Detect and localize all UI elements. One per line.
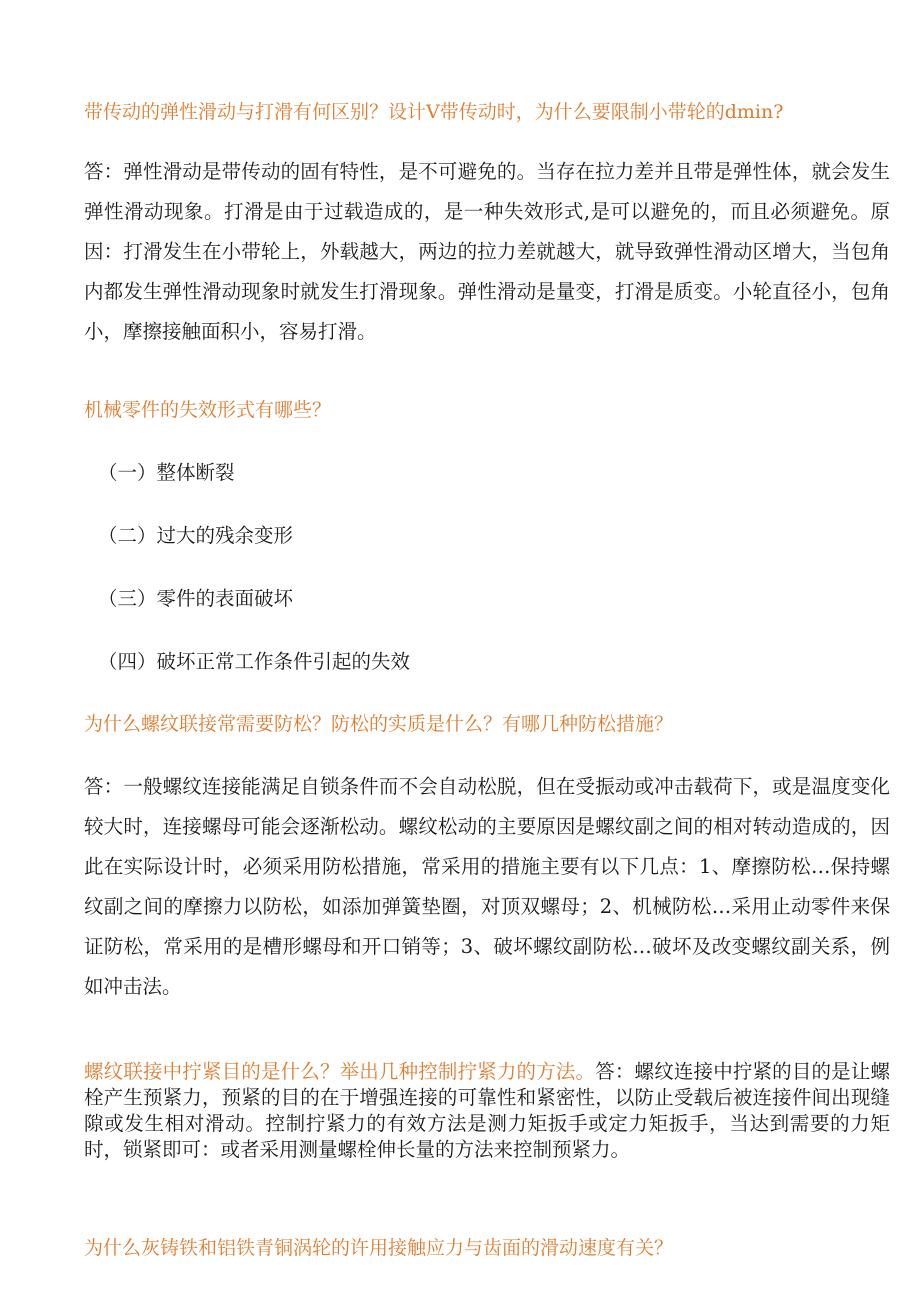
paragraph-tightening	[84, 1059, 890, 1163]
question-worm-gear: 为什么灰铸铁和铝铁青铜涡轮的许用接触应力与齿面的滑动速度有关？	[84, 1237, 674, 1259]
question-thread-locking: 为什么螺纹联接常需要防松？防松的实质是什么？有哪几种防松措施？	[84, 713, 674, 735]
list-item: （三）零件的表面破坏	[98, 587, 294, 610]
list-item: （一）整体断裂	[98, 461, 235, 484]
question-tightening: 螺纹联接中拧紧目的是什么？举出几种控制拧紧力的方法。	[84, 1060, 596, 1083]
answer-belt-slip: 答：弹性滑动是带传动的固有特性，是不可避免的。当存在拉力差并且带是弹性体，就会发生弹性滑动现象。打滑是由于过载造成的，是一种失效形式,是可以避免的，而且必须避免。原因：打滑发生在小带轮上，外载越大，两边的拉力差就越大，就导致弹性滑动区增大，当包角内都发生弹性滑动现象时就发生打滑现象。弹性滑动是量变，打滑是质变。小轮直径小，包角小，摩擦接触面积小，容易打滑。	[84, 160, 890, 343]
answer-tightening: 答：螺纹连接中拧紧的目的是让螺栓产生预紧力，预紧的目的在于增强连接的可靠性和紧密性，以防止受载后被连接件间出现缝隙或发生相对滑动。控制拧紧力的有效方法是测力矩扳手或定力矩扳手，当达到需要的力矩时，锁紧即可：或者采用测量螺栓伸长量的方法来控制预紧力。	[84, 1060, 890, 1161]
answer-thread-locking: 答：一般螺纹连接能满足自锁条件而不会自动松脱，但在受振动或冲击载荷下，或是温度变化较大时，连接螺母可能会逐渐松动。螺纹松动的主要原因是螺纹副之间的相对转动造成的，因此在实际设计时，必须采用防松措施，常采用的措施主要有以下几点：1、摩擦防松…保持螺纹副之间的摩擦力以防松，如添加弹簧垫圈，对顶双螺母；2、机械防松…采用止动零件来保证防松，常采用的是槽形螺母和开口销等；3、破坏螺纹副防松…破坏及改变螺纹副关系，例如冲击法。	[84, 775, 890, 998]
list-item: （四）破坏正常工作条件引起的失效	[98, 650, 411, 673]
list-item: （二）过大的残余变形	[98, 524, 294, 547]
question-belt-slip: 带传动的弹性滑动与打滑有何区别？设计V带传动时，为什么要限制小带轮的dmin?	[84, 101, 784, 123]
question-failure-modes: 机械零件的失效形式有哪些？	[84, 399, 332, 421]
